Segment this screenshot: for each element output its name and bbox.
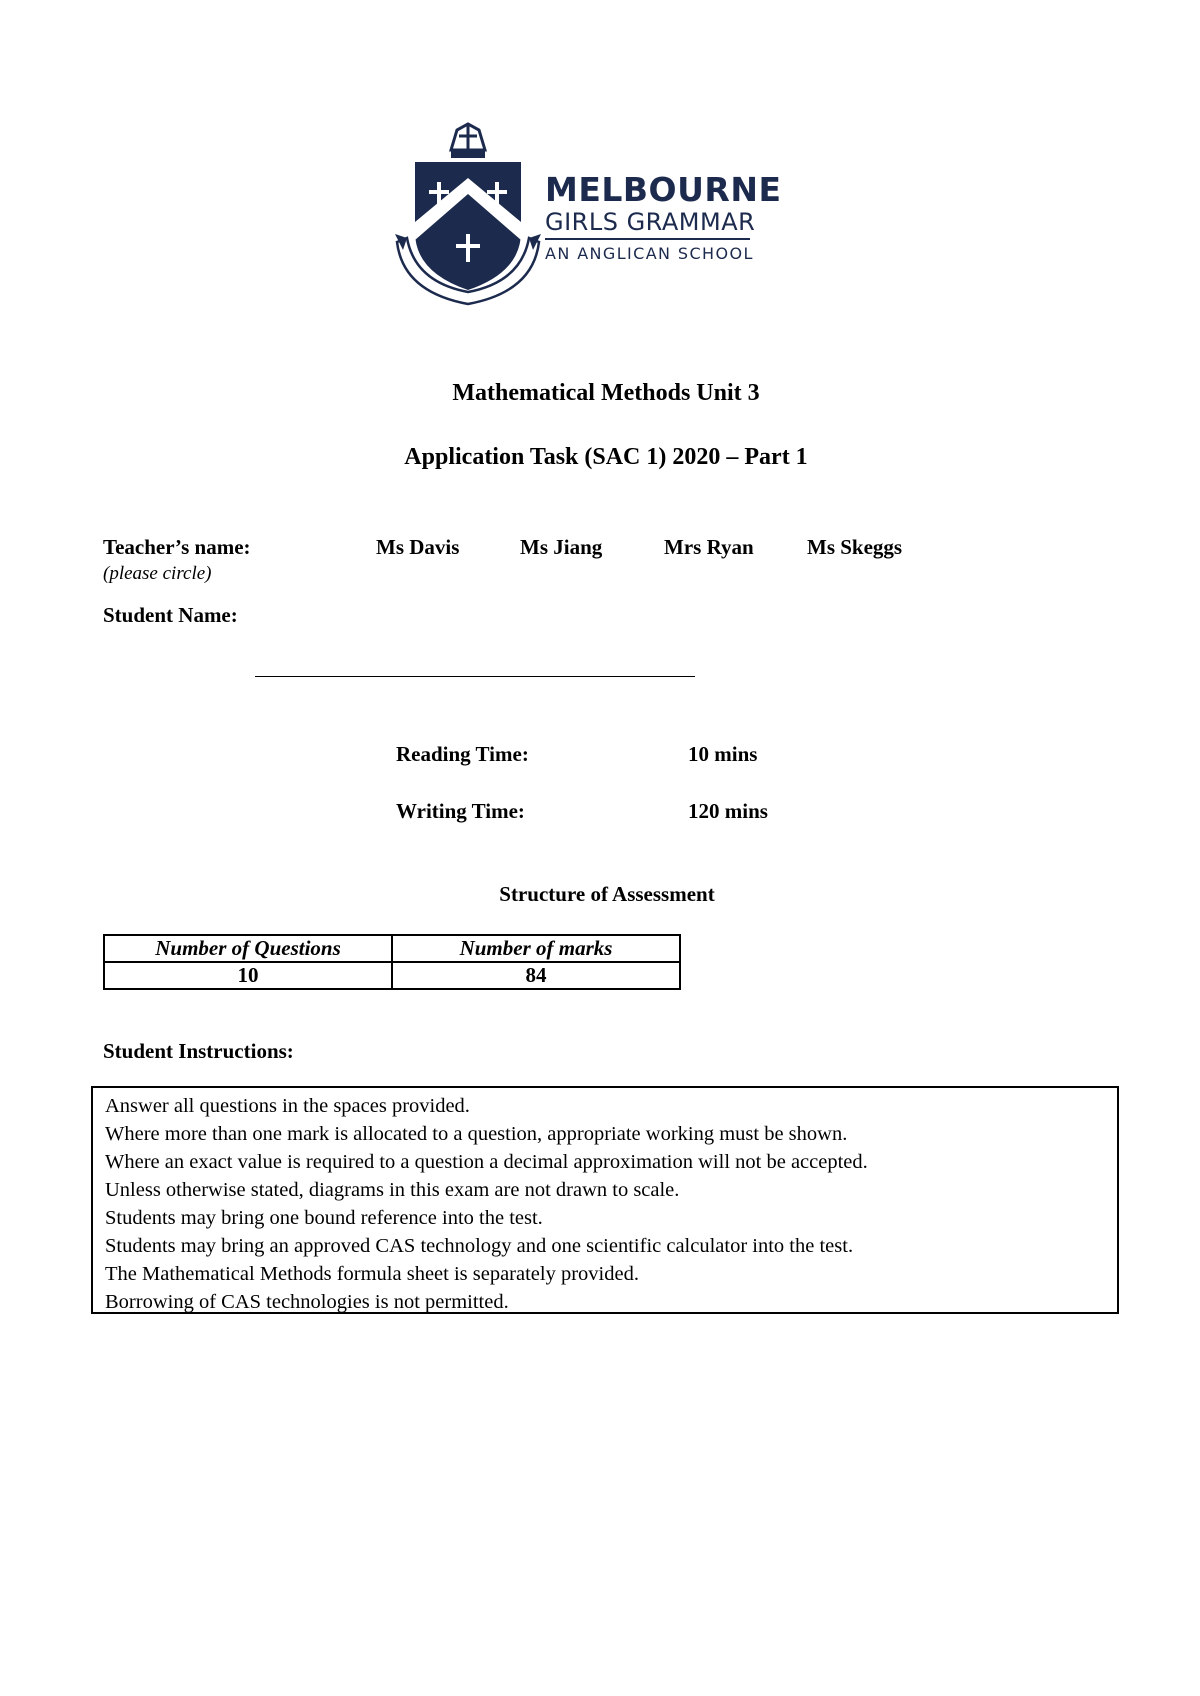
instruction-item: Borrowing of CAS technologies is not permitted.: [105, 1291, 509, 1313]
structure-heading: Structure of Assessment: [499, 882, 715, 906]
school-name-line2: GIRLS GRAMMAR: [545, 208, 756, 236]
instructions-box: [91, 1086, 1119, 1314]
reading-time-label: Reading Time:: [396, 742, 529, 766]
instruction-item: Students may bring an approved CAS technology and one scientific calculator into the test.: [105, 1235, 854, 1257]
instruction-item: Where an exact value is required to a question a decimal approximation will not be accepted.: [105, 1151, 868, 1173]
school-name-line1: MELBOURNE: [545, 170, 782, 209]
instruction-item: Unless otherwise stated, diagrams in this exam are not drawn to scale.: [105, 1179, 680, 1201]
writing-time-label: Writing Time:: [396, 799, 525, 823]
instruction-item: The Mathematical Methods formula sheet is separately provided.: [105, 1263, 639, 1285]
structure-header-marks: Number of marks: [392, 935, 680, 962]
document-title: Mathematical Methods Unit 3: [452, 380, 760, 406]
school-wordmark: [545, 172, 781, 264]
student-name-label: Student Name:: [103, 603, 238, 627]
school-name-line3: AN ANGLICAN SCHOOL: [545, 244, 754, 263]
structure-value-questions: 10: [104, 962, 392, 989]
instructions-heading: Student Instructions:: [103, 1039, 294, 1063]
instruction-item: Students may bring one bound reference into the test.: [105, 1207, 543, 1229]
school-logo: [393, 122, 782, 307]
structure-value-row: [104, 962, 680, 989]
teacher-label: Teacher’s name:: [103, 535, 251, 559]
structure-header-row: [104, 935, 680, 962]
document-subtitle: Application Task (SAC 1) 2020 – Part 1: [404, 444, 808, 470]
teacher-option-jiang[interactable]: Ms Jiang: [520, 535, 603, 559]
writing-time-value: 120 mins: [688, 799, 768, 823]
instruction-item: Where more than one mark is allocated to a question, appropriate working must be shown.: [105, 1123, 848, 1145]
structure-table: [103, 934, 681, 990]
structure-value-marks: 84: [392, 962, 680, 989]
teacher-hint: (please circle): [103, 563, 212, 584]
reading-time-value: 10 mins: [688, 742, 758, 766]
teacher-option-davis[interactable]: Ms Davis: [376, 535, 460, 559]
school-crest-icon: [393, 122, 543, 307]
student-name-line[interactable]: [255, 676, 695, 677]
instruction-item: Answer all questions in the spaces provided.: [105, 1095, 470, 1117]
wordmark-divider: [545, 238, 750, 240]
teacher-option-ryan[interactable]: Mrs Ryan: [664, 535, 754, 559]
structure-header-questions: Number of Questions: [104, 935, 392, 962]
teacher-option-skeggs[interactable]: Ms Skeggs: [807, 535, 903, 559]
